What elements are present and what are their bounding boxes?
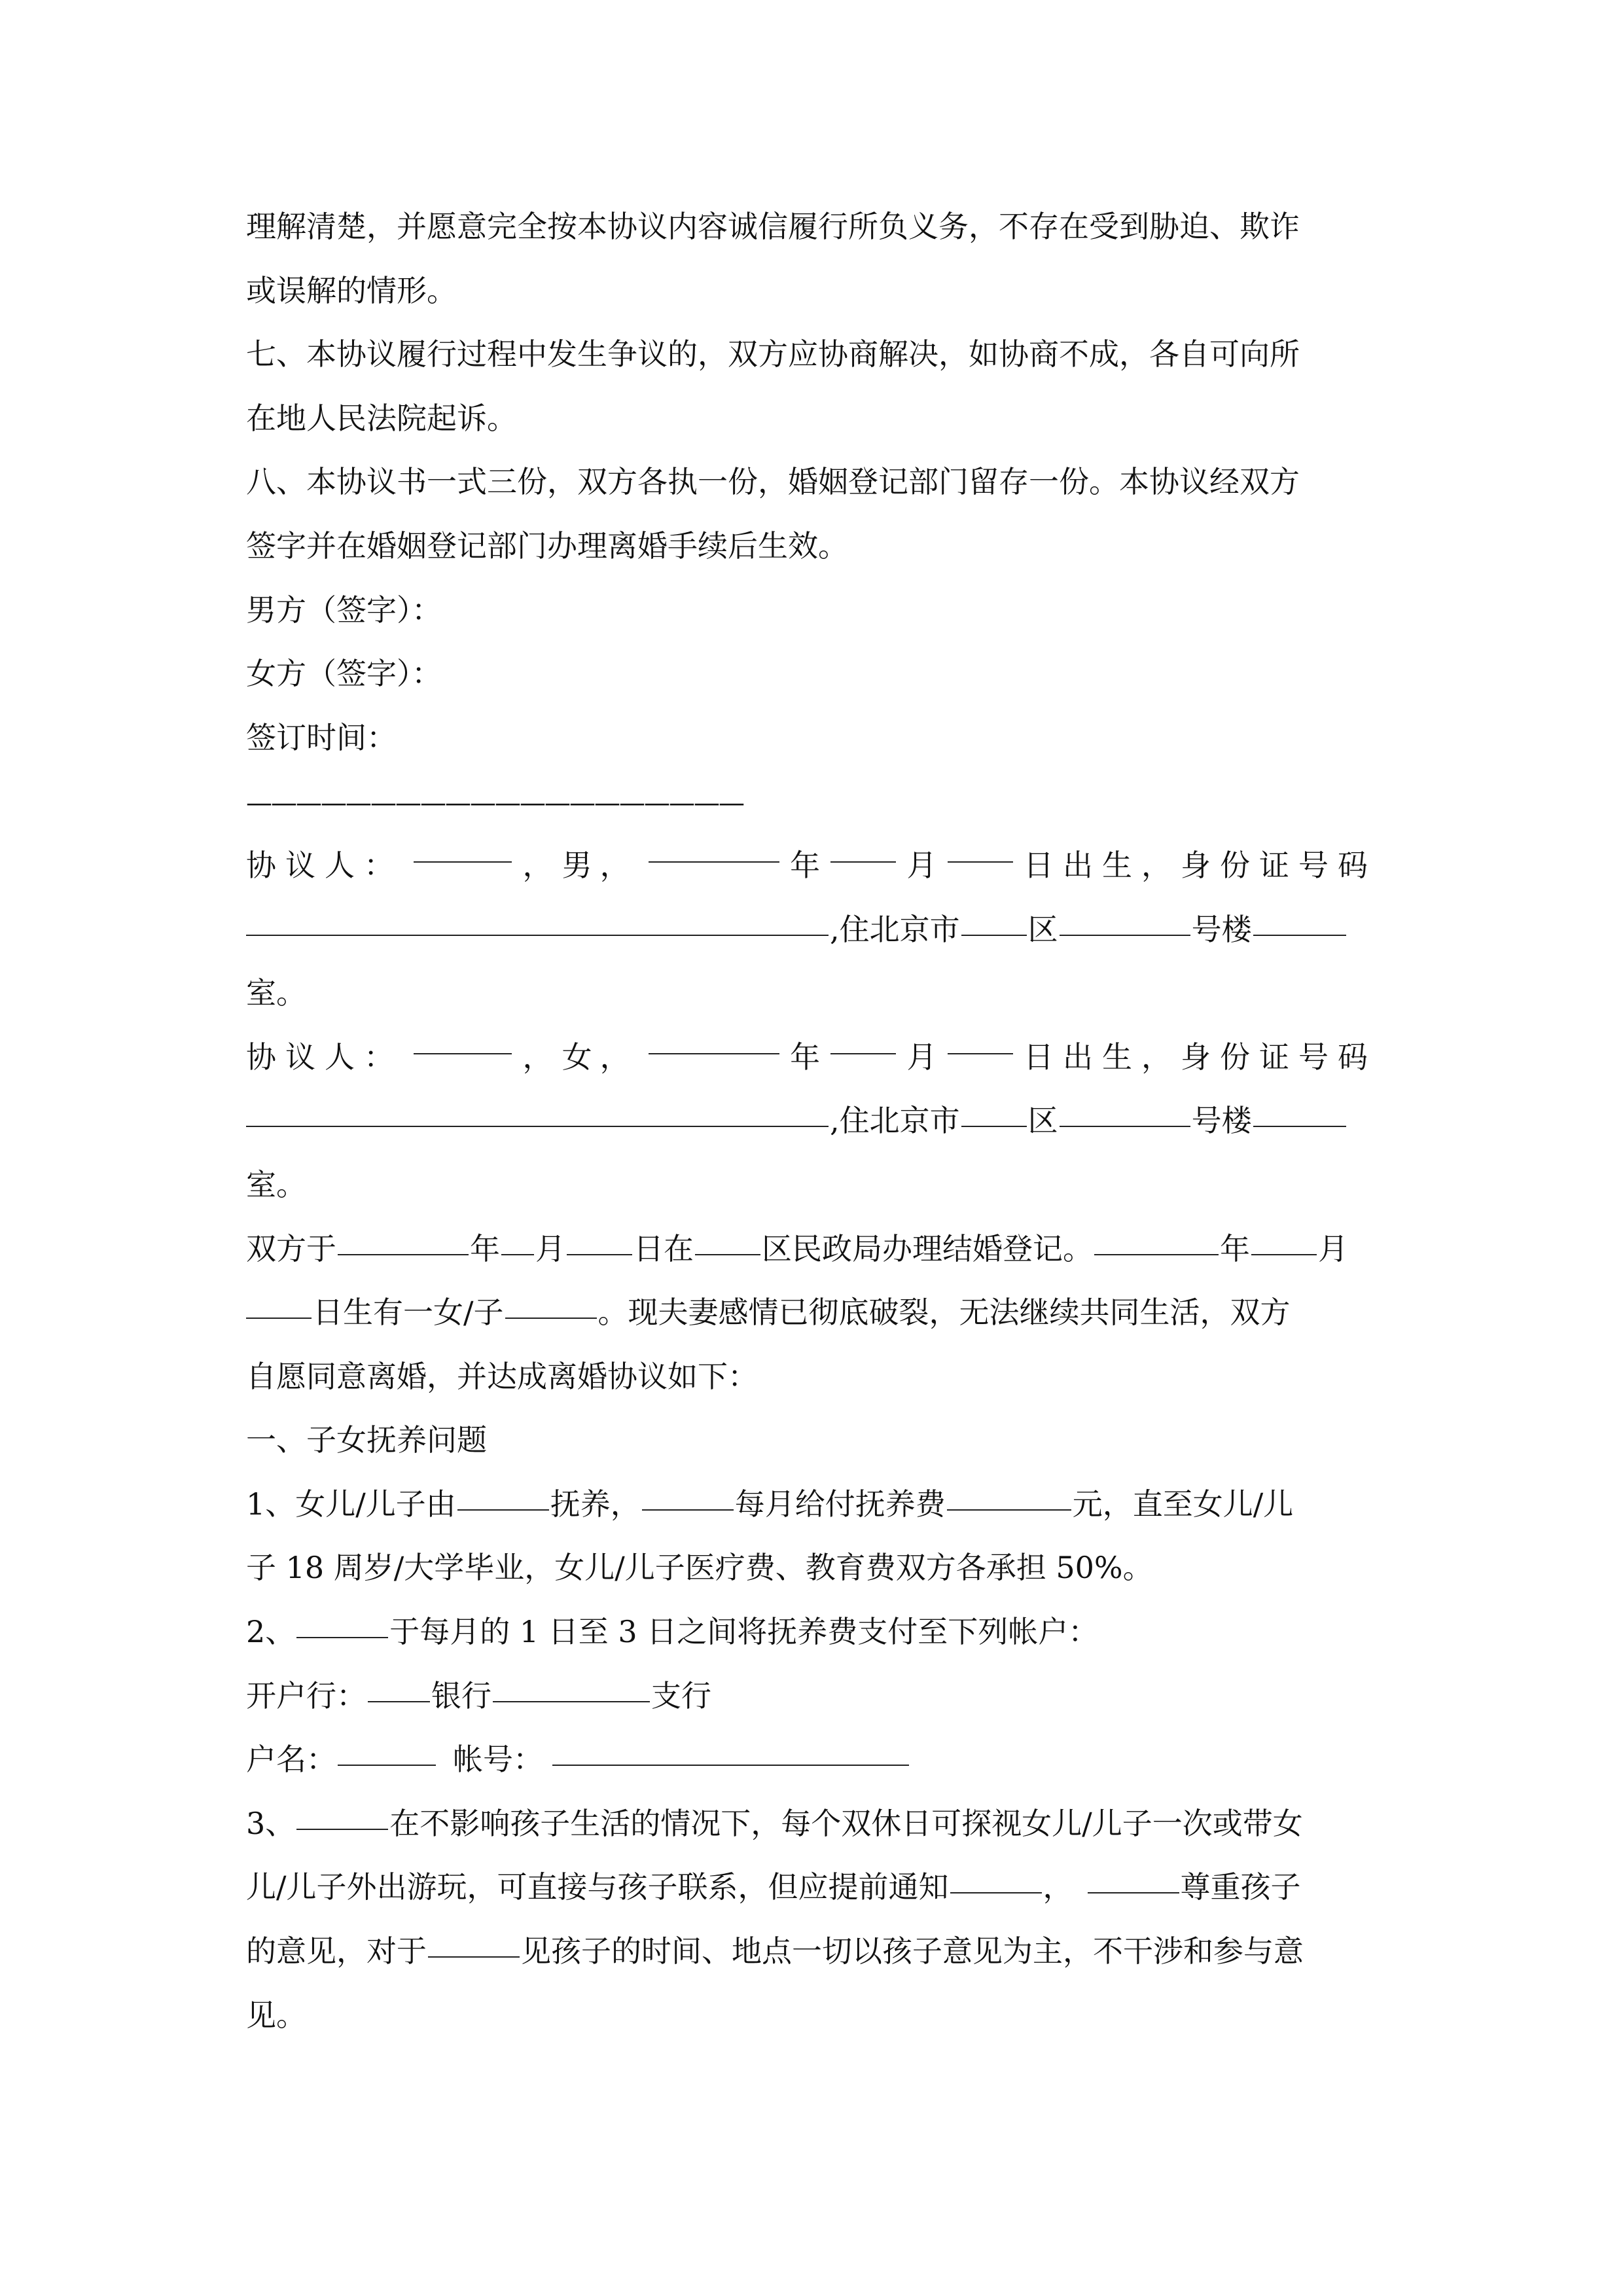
party2-year: 年 xyxy=(790,1039,821,1075)
payer-blank[interactable] xyxy=(642,1509,734,1511)
item1-a: 1、女儿/儿子由 xyxy=(246,1486,456,1522)
party1-year-blank[interactable] xyxy=(649,861,779,863)
document-body xyxy=(246,195,1377,2047)
account-number-label: 帐号： xyxy=(453,1742,543,1778)
account-line xyxy=(246,1728,1377,1792)
party2-room: 室。 xyxy=(246,1166,306,1202)
separator-line xyxy=(246,770,1377,834)
item3-line-1 xyxy=(246,1792,1377,1856)
marriage-year-blank[interactable] xyxy=(338,1254,469,1255)
marriage-a5: 区民政局办理结婚登记。 xyxy=(762,1230,1093,1266)
item3-line-2 xyxy=(246,1856,1377,1920)
marriage-line-1 xyxy=(246,1217,1377,1282)
party2-label: 协议人： xyxy=(246,1039,403,1075)
male-signature-label: 男方（签字）： xyxy=(246,592,442,628)
separator-text: ———————————————————— xyxy=(246,788,743,819)
party2-comma: ， xyxy=(522,1039,553,1075)
item1-d: 元，直至女儿/儿 xyxy=(1072,1486,1294,1522)
birth-day-blank[interactable] xyxy=(246,1318,312,1319)
party1-year: 年 xyxy=(790,847,821,883)
item3-b: 在不影响孩子生活的情况下，每个双休日可探视女儿/儿子一次或带女 xyxy=(389,1805,1303,1841)
marriage-a4: 日在 xyxy=(633,1230,694,1266)
item2-a: 2、 xyxy=(246,1614,296,1650)
text-line: 在地人民法院起诉。 xyxy=(246,400,517,436)
text-line: 理解清楚，并愿意完全按本协议内容诚信履行所负义务，不存在受到胁迫、欺诈 xyxy=(246,209,1300,244)
item2-line xyxy=(246,1600,1377,1664)
clause-eight: 八、本协议书一式三份，双方各执一份，婚姻登记部门留存一份。本协议经双方 xyxy=(246,464,1300,500)
party2-addr-prefix: ,住北京市 xyxy=(830,1103,960,1139)
party1-building: 号楼 xyxy=(1191,911,1252,947)
marriage-district-blank[interactable] xyxy=(695,1254,760,1255)
meeting-party-blank[interactable] xyxy=(428,1956,520,1958)
party1-address-line xyxy=(246,898,1377,962)
party1-room: 室。 xyxy=(246,975,306,1011)
party1-id-blank[interactable] xyxy=(246,935,829,936)
marriage-line-3: 自愿同意离婚，并达成离婚协议如下： xyxy=(246,1358,758,1394)
party1-gender: 男， xyxy=(562,847,638,883)
account-name-blank[interactable] xyxy=(338,1765,436,1766)
child-name-blank[interactable] xyxy=(505,1318,597,1319)
birth-month-blank[interactable] xyxy=(1251,1254,1317,1255)
item3-g: 见孩子的时间、地点一切以孩子意见为主，不干涉和参与意 xyxy=(521,1933,1304,1969)
party1-month-blank[interactable] xyxy=(830,861,896,863)
marriage-line-2 xyxy=(246,1281,1377,1345)
item1-b: 抚养， xyxy=(550,1486,641,1522)
party2-day-blank[interactable] xyxy=(948,1053,1013,1054)
marriage-a7: 月 xyxy=(1318,1230,1348,1266)
item3-f: 的意见，对于 xyxy=(246,1933,427,1969)
support-amount-blank[interactable] xyxy=(947,1509,1071,1511)
party2-name-blank[interactable] xyxy=(414,1053,512,1054)
party2-address-line xyxy=(246,1089,1377,1153)
birth-year-blank[interactable] xyxy=(1094,1254,1219,1255)
bank-suffix: 银行 xyxy=(431,1677,491,1713)
party1-addr-prefix: ,住北京市 xyxy=(830,911,960,947)
party2-year-blank[interactable] xyxy=(649,1053,779,1054)
item1-line-1 xyxy=(246,1473,1377,1537)
account-number-blank[interactable] xyxy=(552,1765,909,1766)
item3-c: 儿/儿子外出游玩，可直接与孩子联系，但应提前通知 xyxy=(246,1869,949,1905)
item2-payer-blank[interactable] xyxy=(296,1637,388,1638)
marriage-a3: 月 xyxy=(535,1230,565,1266)
party1-name-blank[interactable] xyxy=(414,861,512,863)
marriage-b1: 日生有一女/子 xyxy=(313,1295,504,1331)
marriage-a2: 年 xyxy=(470,1230,500,1266)
party2-month-blank[interactable] xyxy=(830,1053,896,1054)
party1-day-blank[interactable] xyxy=(948,861,1013,863)
marriage-a6: 年 xyxy=(1220,1230,1250,1266)
account-name-label: 户名： xyxy=(246,1742,336,1778)
item3-e: 尊重孩子 xyxy=(1180,1869,1301,1905)
party2-month: 月 xyxy=(906,1039,937,1075)
party1-born: 日出生，身份证号码 xyxy=(1023,847,1377,883)
marriage-a1: 双方于 xyxy=(246,1230,336,1266)
item3-line-4: 见。 xyxy=(246,1997,306,2033)
party1-district-blank[interactable] xyxy=(961,935,1027,936)
marriage-b2: 。现夫妻感情已彻底破裂，无法继续共同生活，双方 xyxy=(597,1295,1291,1331)
party2-born: 日出生，身份证号码 xyxy=(1023,1039,1377,1075)
custodian-blank[interactable] xyxy=(457,1509,549,1511)
party2-building-blank[interactable] xyxy=(1060,1126,1190,1127)
party1-line xyxy=(246,834,1377,898)
bank-label: 开户行： xyxy=(246,1677,366,1713)
branch-suffix: 支行 xyxy=(651,1677,711,1713)
marriage-day-blank[interactable] xyxy=(567,1254,632,1255)
item2-b: 于每月的 1 日至 3 日之间将抚养费支付至下列帐户： xyxy=(389,1614,1099,1650)
party2-line xyxy=(246,1026,1377,1090)
party1-district: 区 xyxy=(1027,911,1058,947)
party1-room-blank[interactable] xyxy=(1253,935,1346,936)
party1-month: 月 xyxy=(906,847,937,883)
item3-line-3 xyxy=(246,1920,1377,1984)
party2-building: 号楼 xyxy=(1191,1103,1252,1139)
female-signature-label: 女方（签字）： xyxy=(246,656,442,692)
party2-district: 区 xyxy=(1027,1103,1058,1139)
marriage-month-blank[interactable] xyxy=(501,1254,534,1255)
bank-line xyxy=(246,1664,1377,1729)
item3-d: ， xyxy=(1043,1869,1073,1905)
item1-c: 每月给付抚养费 xyxy=(734,1486,946,1522)
clause-seven: 七、本协议履行过程中发生争议的，双方应协商解决，如协商不成，各自可向所 xyxy=(246,336,1300,372)
party1-comma: ， xyxy=(522,847,553,883)
section1-title: 一、子女抚养问题 xyxy=(246,1422,487,1458)
party1-building-blank[interactable] xyxy=(1060,935,1190,936)
bank-name-blank[interactable] xyxy=(368,1701,430,1702)
item3-a: 3、 xyxy=(246,1805,296,1841)
visitor-blank[interactable] xyxy=(296,1829,388,1830)
respect-blank[interactable] xyxy=(1088,1892,1179,1893)
party2-id-blank[interactable] xyxy=(246,1126,829,1127)
party2-gender: 女， xyxy=(562,1039,638,1075)
party1-label: 协议人： xyxy=(246,847,403,883)
notify-blank[interactable] xyxy=(950,1892,1042,1893)
text-line: 签字并在婚姻登记部门办理离婚手续后生效。 xyxy=(246,528,848,564)
item1-line-2: 子 18 周岁/大学毕业，女儿/儿子医疗费、教育费双方各承担 50%。 xyxy=(246,1550,1153,1586)
party2-district-blank[interactable] xyxy=(961,1126,1027,1127)
text-line: 或误解的情形。 xyxy=(246,272,457,308)
party2-room-blank[interactable] xyxy=(1253,1126,1346,1127)
signing-date-label: 签订时间： xyxy=(246,719,397,755)
branch-blank[interactable] xyxy=(493,1701,650,1702)
